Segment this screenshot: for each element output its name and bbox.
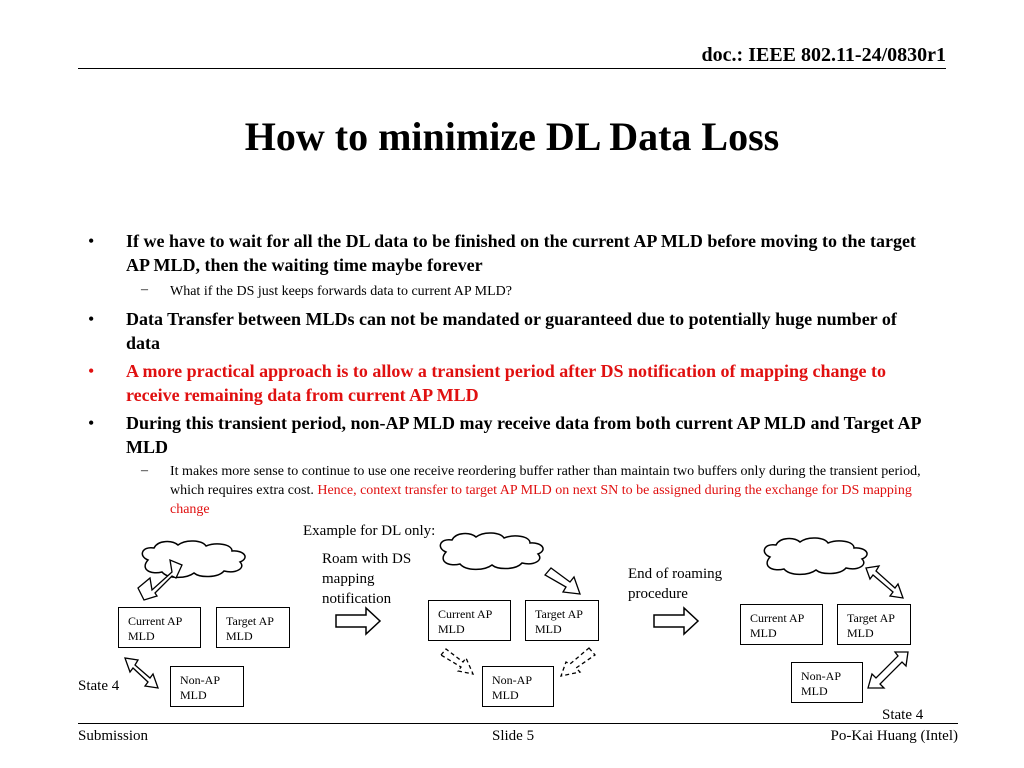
dashed-arrow-middle-target — [561, 648, 595, 676]
doc-id: doc.: IEEE 802.11-24/0830r1 — [701, 44, 946, 66]
arrow-middle-cloud-to-target — [545, 568, 580, 594]
sub-bullet-4-plain: It makes more sense to continue to use one receive reordering buffer rather than maintain two buffers only during the transient period, which requires extra cost. — [170, 464, 921, 498]
sub-bullet-marker: – — [141, 463, 148, 478]
footer-submission: Submission — [78, 728, 149, 744]
ds-cloud-middle — [440, 533, 543, 569]
ds-cloud-left — [142, 541, 245, 577]
current-ap-box-right: Current AP MLD — [740, 604, 823, 645]
double-arrow-left-bottom — [125, 658, 158, 688]
ds-cloud-right — [764, 538, 867, 574]
bullet-marker: • — [88, 361, 95, 381]
bullet-3: A more practical approach is to allow a transient period after DS notification of mapping change to receive remaining data from current AP MLD — [126, 361, 886, 405]
current-ap-box-left: Current AP MLD — [118, 607, 201, 648]
double-arrow-right-bottom — [868, 652, 908, 688]
footer-rule — [78, 723, 958, 724]
non-ap-box-left: Non-AP MLD — [170, 666, 244, 707]
bullet-marker: • — [88, 309, 95, 329]
sub-bullet-1: What if the DS just keeps forwards data to current AP MLD? — [170, 284, 513, 299]
state-label-right: State 4 — [882, 707, 924, 723]
sub-bullet-4-red: Hence, context transfer to target AP MLD on next SN to be assigned during the exchange for DS mapping change — [170, 483, 912, 517]
double-arrow-right-top — [866, 566, 903, 598]
non-ap-box-right: Non-AP MLD — [791, 662, 863, 703]
footer-slide-number: Slide 5 — [492, 728, 535, 744]
example-label: Example for DL only: — [303, 523, 436, 539]
state-label-left: State 4 — [78, 678, 120, 694]
target-ap-box-middle: Target AP MLD — [525, 600, 599, 641]
non-ap-box-middle: Non-AP MLD — [482, 666, 554, 707]
bullet-marker: • — [88, 231, 95, 251]
bullet-1: If we have to wait for all the DL data to be finished on the current AP MLD before moving to the target AP MLD, then the waiting time maybe forever — [126, 231, 916, 275]
roam-label: Roam with DS mapping notification — [322, 551, 412, 607]
dashed-arrow-middle-current — [441, 649, 473, 674]
bullet-4: During this transient period, non-AP MLD may receive data from both current AP MLD and Target AP MLD — [126, 413, 921, 457]
right-arrow-roam — [336, 608, 380, 634]
bullet-2: Data Transfer between MLDs can not be mandated or guaranteed due to potentially huge number of data — [126, 309, 897, 353]
target-ap-box-right: Target AP MLD — [837, 604, 911, 645]
target-ap-box-left: Target AP MLD — [216, 607, 290, 648]
footer-author: Po-Kai Huang (Intel) — [830, 728, 958, 744]
sub-bullet-marker: – — [141, 282, 148, 297]
current-ap-box-middle: Current AP MLD — [428, 600, 511, 641]
right-arrow-end — [654, 608, 698, 634]
slide-title: How to minimize DL Data Loss — [244, 114, 780, 159]
bullet-marker: • — [88, 413, 95, 433]
end-of-roaming-label: End of roaming procedure — [628, 566, 723, 602]
